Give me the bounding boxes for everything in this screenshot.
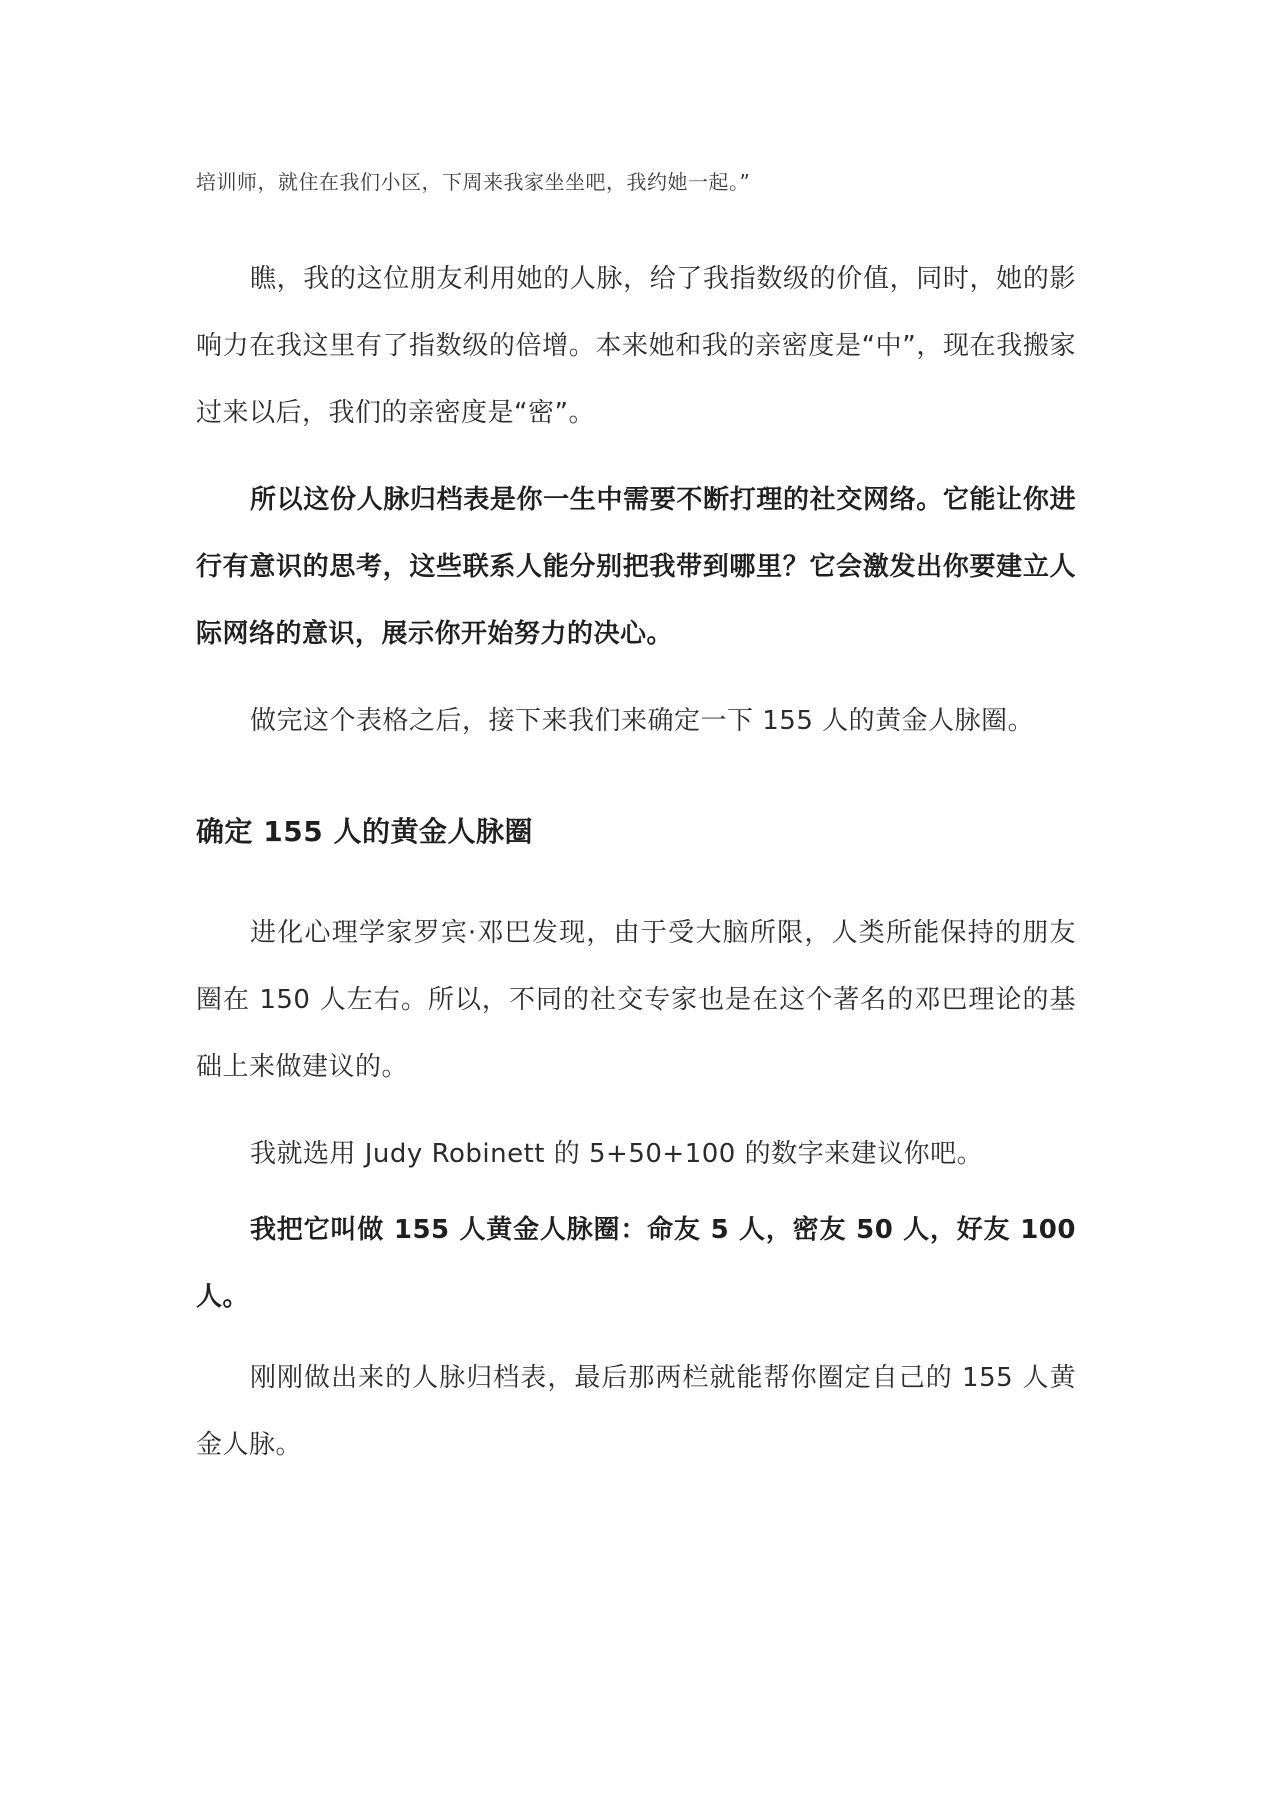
- paragraph-friend-value: 瞧，我的这位朋友利用她的人脉，给了我指数级的价值，同时，她的影响力在我这里有了指数级的倍增。本来她和我的亲密度是“中”，现在我搬家过来以后，我们的亲密度是“密”。: [196, 264, 1076, 428]
- paragraph-golden-circle: 我把它叫做 155 人黄金人脉圈：命友 5 人，密友 50 人，好友 100人。: [196, 1215, 1076, 1312]
- paragraph-archive-summary: 所以这份人脉归档表是你一生中需要不断打理的社交网络。它能让你进行有意识的思考，这些联系人能分别把我带到哪里？它会激发出你要建立人际网络的意识，展示你开始努力的决心。: [196, 485, 1076, 649]
- paragraph-next-step: 做完这个表格之后，接下来我们来确定一下 155 人的黄金人脉圈。: [250, 706, 1035, 736]
- paragraph-archive-columns: 刚刚做出来的人脉归档表，最后那两栏就能帮你圈定自己的 155 人黄金人脉。: [196, 1363, 1076, 1460]
- paragraph-robinett: 我就选用 Judy Robinett 的 5+50+100 的数字来建议你吧。: [250, 1139, 984, 1169]
- paragraph-quote-end: 培训师，就住在我们小区，下周来我家坐坐吧，我约她一起。”: [196, 170, 751, 194]
- paragraph-dunbar: 进化心理学家罗宾·邓巴发现，由于受大脑所限，人类所能保持的朋友圈在 150 人左右。所以，不同的社交专家也是在这个著名的邓巴理论的基础上来做建议的。: [196, 918, 1076, 1082]
- section-heading: 确定 155 人的黄金人脉圈: [196, 815, 533, 848]
